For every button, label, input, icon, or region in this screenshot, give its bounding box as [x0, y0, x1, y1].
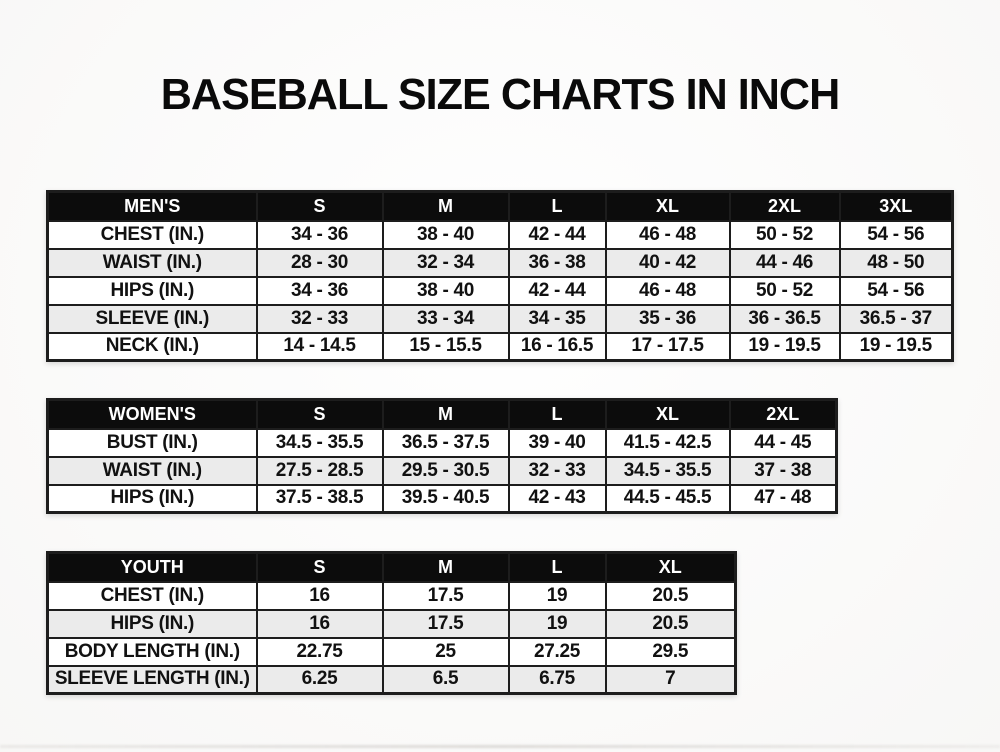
mens-table-row	[48, 221, 953, 249]
scan-artifact	[0, 745, 1000, 748]
womens-size-value: 34.5 - 35.5	[257, 429, 383, 457]
mens-measurement-label: CHEST (IN.)	[48, 221, 257, 249]
mens-table-row	[48, 333, 953, 361]
mens-size-value: 50 - 52	[730, 277, 840, 305]
youth-size-value: 7	[606, 666, 736, 694]
womens-size-value: 27.5 - 28.5	[257, 457, 383, 485]
womens-size-value: 34.5 - 35.5	[606, 457, 730, 485]
mens-size-value: 28 - 30	[257, 249, 383, 277]
womens-size-value: 39 - 40	[509, 429, 606, 457]
youth-size-value: 16	[257, 582, 383, 610]
youth-size-value: 27.25	[509, 638, 606, 666]
mens-section-label: MEN'S	[48, 192, 257, 221]
mens-size-value: 19 - 19.5	[730, 333, 840, 361]
mens-table-row	[48, 305, 953, 333]
youth-size-value: 6.25	[257, 666, 383, 694]
youth-measurement-label: CHEST (IN.)	[48, 582, 257, 610]
womens-size-column-header: S	[257, 400, 383, 429]
womens-size-value: 36.5 - 37.5	[383, 429, 509, 457]
mens-size-column-header: S	[257, 192, 383, 221]
mens-size-value: 34 - 36	[257, 221, 383, 249]
youth-size-column-header: XL	[606, 553, 736, 582]
mens-measurement-label: HIPS (IN.)	[48, 277, 257, 305]
youth-size-column-header: L	[509, 553, 606, 582]
womens-size-value: 32 - 33	[509, 457, 606, 485]
youth-size-value: 19	[509, 582, 606, 610]
mens-size-value: 38 - 40	[383, 221, 509, 249]
youth-size-value: 29.5	[606, 638, 736, 666]
womens-measurement-label: WAIST (IN.)	[48, 457, 257, 485]
youth-section-label: YOUTH	[48, 553, 257, 582]
youth-size-column-header: S	[257, 553, 383, 582]
mens-size-value: 14 - 14.5	[257, 333, 383, 361]
mens-size-column-header: M	[383, 192, 509, 221]
youth-table-row	[48, 638, 736, 666]
womens-size-value: 29.5 - 30.5	[383, 457, 509, 485]
youth-table-row	[48, 666, 736, 694]
womens-size-column-header: XL	[606, 400, 730, 429]
mens-size-value: 54 - 56	[840, 221, 953, 249]
womens-size-value: 44 - 45	[730, 429, 837, 457]
mens-size-value: 17 - 17.5	[606, 333, 730, 361]
mens-size-value: 38 - 40	[383, 277, 509, 305]
youth-size-value: 6.75	[509, 666, 606, 694]
youth-size-value: 6.5	[383, 666, 509, 694]
youth-size-value: 17.5	[383, 610, 509, 638]
mens-size-column-header: L	[509, 192, 606, 221]
page-title: BASEBALL SIZE CHARTS IN INCH	[160, 70, 840, 119]
mens-size-value: 46 - 48	[606, 221, 730, 249]
mens-size-value: 15 - 15.5	[383, 333, 509, 361]
youth-table-row	[48, 610, 736, 638]
mens-size-value: 44 - 46	[730, 249, 840, 277]
womens-size-table	[46, 398, 838, 514]
womens-table-row	[48, 457, 837, 485]
youth-size-table	[46, 551, 737, 695]
mens-size-value: 35 - 36	[606, 305, 730, 333]
mens-size-column-header: 3XL	[840, 192, 953, 221]
mens-size-value: 46 - 48	[606, 277, 730, 305]
mens-size-value: 48 - 50	[840, 249, 953, 277]
youth-size-value: 17.5	[383, 582, 509, 610]
mens-size-value: 16 - 16.5	[509, 333, 606, 361]
womens-table-row	[48, 485, 837, 513]
mens-size-value: 33 - 34	[383, 305, 509, 333]
womens-table-row	[48, 429, 837, 457]
mens-table-row	[48, 277, 953, 305]
youth-size-value: 16	[257, 610, 383, 638]
mens-size-value: 34 - 35	[509, 305, 606, 333]
womens-measurement-label: HIPS (IN.)	[48, 485, 257, 513]
womens-size-column-header: 2XL	[730, 400, 837, 429]
womens-size-value: 42 - 43	[509, 485, 606, 513]
youth-measurement-label: SLEEVE LENGTH (IN.)	[48, 666, 257, 694]
womens-measurement-label: BUST (IN.)	[48, 429, 257, 457]
mens-table-row	[48, 249, 953, 277]
youth-table-row	[48, 582, 736, 610]
youth-size-value: 19	[509, 610, 606, 638]
youth-size-column-header: M	[383, 553, 509, 582]
womens-size-value: 44.5 - 45.5	[606, 485, 730, 513]
youth-size-value: 22.75	[257, 638, 383, 666]
womens-size-value: 37 - 38	[730, 457, 837, 485]
mens-header-row	[48, 192, 953, 221]
youth-header-row	[48, 553, 736, 582]
youth-measurement-label: BODY LENGTH (IN.)	[48, 638, 257, 666]
mens-size-value: 19 - 19.5	[840, 333, 953, 361]
mens-measurement-label: WAIST (IN.)	[48, 249, 257, 277]
womens-size-value: 39.5 - 40.5	[383, 485, 509, 513]
mens-size-value: 42 - 44	[509, 221, 606, 249]
womens-size-value: 41.5 - 42.5	[606, 429, 730, 457]
youth-size-value: 20.5	[606, 610, 736, 638]
mens-size-value: 36.5 - 37	[840, 305, 953, 333]
mens-size-value: 54 - 56	[840, 277, 953, 305]
mens-size-column-header: XL	[606, 192, 730, 221]
youth-size-value: 25	[383, 638, 509, 666]
womens-size-value: 47 - 48	[730, 485, 837, 513]
mens-size-value: 40 - 42	[606, 249, 730, 277]
mens-size-column-header: 2XL	[730, 192, 840, 221]
youth-size-value: 20.5	[606, 582, 736, 610]
mens-size-value: 36 - 38	[509, 249, 606, 277]
youth-measurement-label: HIPS (IN.)	[48, 610, 257, 638]
womens-size-value: 37.5 - 38.5	[257, 485, 383, 513]
mens-measurement-label: NECK (IN.)	[48, 333, 257, 361]
mens-size-value: 50 - 52	[730, 221, 840, 249]
womens-size-column-header: M	[383, 400, 509, 429]
womens-size-column-header: L	[509, 400, 606, 429]
mens-size-value: 32 - 33	[257, 305, 383, 333]
mens-size-value: 32 - 34	[383, 249, 509, 277]
mens-size-table	[46, 190, 954, 362]
mens-size-value: 36 - 36.5	[730, 305, 840, 333]
womens-header-row	[48, 400, 837, 429]
mens-size-value: 42 - 44	[509, 277, 606, 305]
mens-size-value: 34 - 36	[257, 277, 383, 305]
mens-measurement-label: SLEEVE (IN.)	[48, 305, 257, 333]
womens-section-label: WOMEN'S	[48, 400, 257, 429]
